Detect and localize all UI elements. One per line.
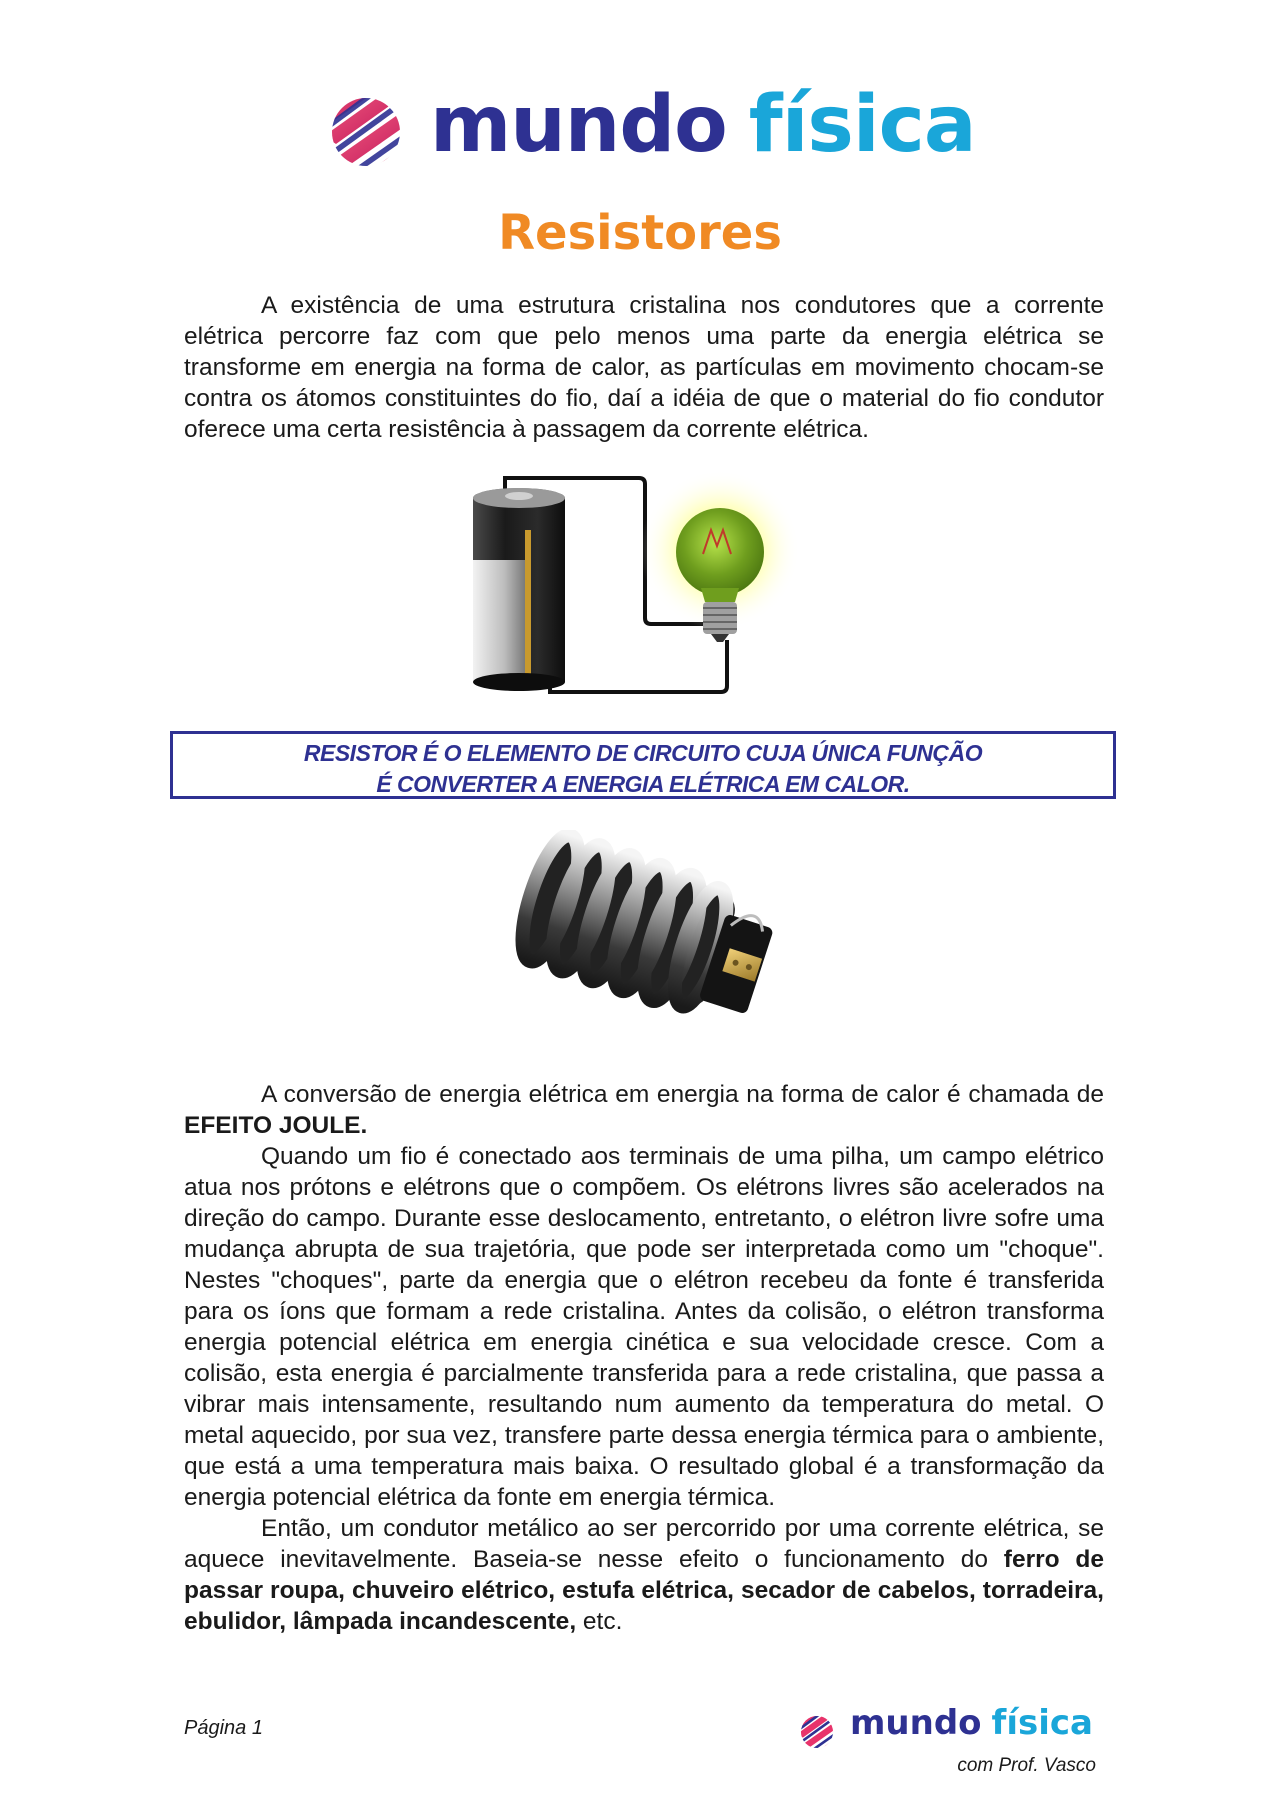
logo-word-fisica: física: [748, 80, 976, 170]
logo-word-mundo: mundo: [430, 80, 727, 170]
applications-paragraph: [184, 1513, 1104, 1637]
footer-logo-text: [850, 1703, 1093, 1743]
footer-logo: [800, 1703, 1100, 1787]
header-logo-text: [430, 80, 975, 170]
mundo-fisica-sphere-icon: [330, 96, 402, 168]
electron-paragraph: Quando um fio é conectado aos terminais de uma pilha, um campo elétrico atua nos prótons e elétrons que o compõem. Os elétrons livres são acelerados na direção do campo. Durante esse deslocamento, entretanto, o elétron livre sofre uma mudança abrupta de sua trajetória, que pode ser interpretada como um "choque". Nestes "choques", parte da energia que o elétron recebeu da fonte é transferida para os íons que formam a rede cristalina. Antes da colisão, o elétron transforma energia potencial elétrica em energia cinética e sua velocidade cresce. Com a colisão, esta energia é parcialmente transferida para a rede cristalina, que passa a vibrar mais intensamente, resultando num aumento da temperatura do metal. O metal aquecido, por sua vez, transfere parte dessa energia térmica para o ambiente, que está a uma temperatura mais baixa. O resultado global é a transformação da energia potencial elétrica da fonte em energia térmica.: [184, 1143, 1104, 1511]
mundo-fisica-sphere-icon: [800, 1715, 834, 1749]
definition-callout: [170, 731, 1116, 799]
joule-text: A conversão de energia elétrica em energia na forma de calor é chamada de: [261, 1081, 1104, 1108]
joule-term: EFEITO JOULE.: [184, 1112, 368, 1139]
applications-list: ferro de passar roupa, chuveiro elétrico, estufa elétrica, secador de cabelos, torradeira, ebulidor, lâmpada incandescente,: [184, 1546, 1105, 1635]
battery-bulb-circuit-illustration: [455, 470, 835, 700]
coil-resistor-photo: [490, 830, 800, 1065]
applications-tail: etc.: [576, 1608, 623, 1635]
footer-logo-word-mundo: mundo: [850, 1703, 982, 1743]
footer-subtitle: com Prof. Vasco: [957, 1755, 1096, 1776]
footer-logo-word-fisica: física: [991, 1703, 1093, 1743]
joule-paragraph: [184, 1079, 1104, 1141]
page-number: Página 1: [184, 1717, 263, 1739]
callout-line-1: RESISTOR É O ELEMENTO DE CIRCUITO CUJA ÚNICA FUNÇÃO: [303, 740, 983, 766]
header-logo: [330, 80, 980, 176]
callout-line-2: É CONVERTER A ENERGIA ELÉTRICA EM CALOR.: [376, 771, 910, 797]
page-title: Resistores: [498, 205, 782, 261]
applications-text: Então, um condutor metálico ao ser percorrido por uma corrente elétrica, se aquece inevitavelmente. Baseia-se nesse efeito o funcionamento do: [184, 1515, 1104, 1573]
intro-paragraph: A existência de uma estrutura cristalina nos condutores que a corrente elétrica percorre faz com que pelo menos uma parte da energia elétrica se transforme em energia na forma de calor, as partículas em movimento chocam-se contra os átomos constituintes do fio, daí a idéia de que o material do fio condutor oferece uma certa resistência à passagem da corrente elétrica.: [184, 292, 1104, 443]
